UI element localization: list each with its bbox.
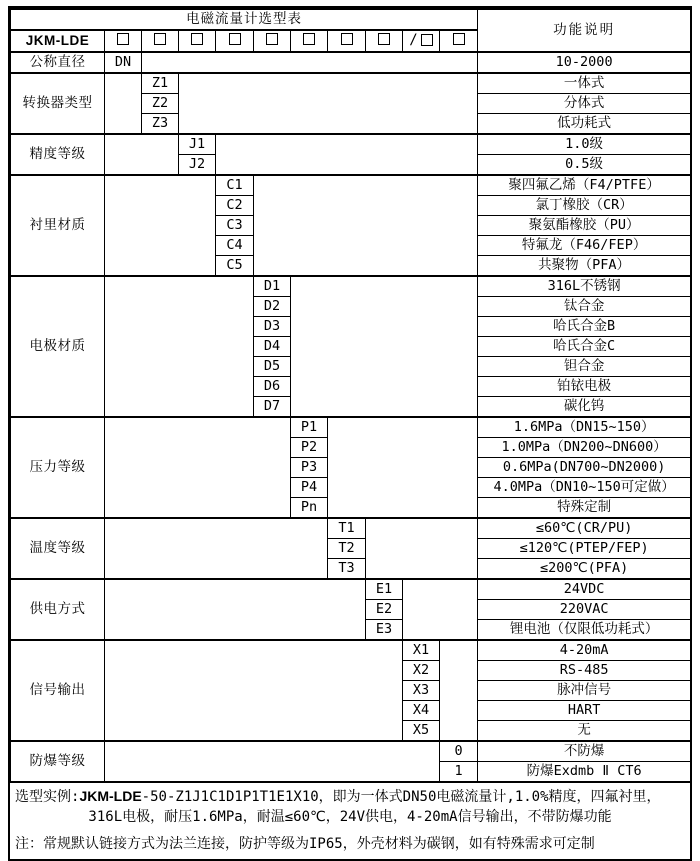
code-cell: P1 — [291, 417, 328, 438]
spacer-cell — [105, 579, 366, 640]
spacer-cell — [216, 134, 478, 175]
model-code-slot-4 — [216, 30, 254, 52]
category-label: 信号输出 — [11, 640, 105, 741]
code-cell: D7 — [254, 396, 291, 417]
code-cell: D6 — [254, 376, 291, 396]
example-prefix: 选型实例: — [15, 788, 80, 805]
code-cell: DN — [105, 52, 142, 73]
model-code-slot-7 — [328, 30, 366, 52]
footer — [10, 782, 690, 859]
description-cell: 防爆Exdmb Ⅱ CT6 — [478, 761, 691, 781]
code-cell: J2 — [179, 154, 216, 175]
spacer-cell — [291, 276, 478, 417]
spacer-cell — [105, 518, 328, 579]
selection-table — [10, 8, 691, 782]
checkbox-icon — [421, 34, 433, 46]
description-cell: 共聚物（PFA） — [478, 255, 691, 276]
category-label: 防爆等级 — [11, 741, 105, 782]
code-cell: D2 — [254, 296, 291, 316]
category-label: 温度等级 — [11, 518, 105, 579]
spacer-cell — [440, 640, 478, 741]
checkbox-icon — [154, 33, 166, 45]
model-code-slot-9 — [403, 30, 440, 52]
note-line: 注：常规默认链接方式为法兰连接，防护等级为IP65，外壳材料为碳钢，如有特殊需求可定制 — [15, 835, 595, 852]
model-code-slot-3 — [179, 30, 216, 52]
spacer-cell — [403, 579, 478, 640]
spacer-cell — [105, 73, 142, 134]
model-code-slot-5 — [254, 30, 291, 52]
description-cell: 分体式 — [478, 93, 691, 113]
description-cell: 24VDC — [478, 579, 691, 600]
code-cell: P2 — [291, 437, 328, 457]
spacer-cell — [328, 417, 478, 518]
checkbox-icon — [229, 33, 241, 45]
model-code-slot-1 — [105, 30, 142, 52]
description-cell: 脉冲信号 — [478, 680, 691, 700]
description-cell: 不防爆 — [478, 741, 691, 762]
code-cell: X3 — [403, 680, 440, 700]
code-cell: J1 — [179, 134, 216, 155]
checkbox-icon — [266, 33, 278, 45]
description-cell: 1.0MPa（DN200~DN600） — [478, 437, 691, 457]
description-cell: 锂电池（仅限低功耗式） — [478, 619, 691, 640]
description-cell: 钽合金 — [478, 356, 691, 376]
description-cell: ≤200℃(PFA) — [478, 558, 691, 579]
model-code-slot-6 — [291, 30, 328, 52]
spacer-cell — [105, 276, 254, 417]
description-cell: 4.0MPa（DN10~150可定做） — [478, 477, 691, 497]
description-cell: 铂铱电极 — [478, 376, 691, 396]
code-cell: X5 — [403, 720, 440, 741]
description-cell: 220VAC — [478, 599, 691, 619]
code-cell: D1 — [254, 276, 291, 297]
code-cell: X2 — [403, 660, 440, 680]
model-code-slot-2 — [142, 30, 179, 52]
checkbox-icon — [453, 33, 465, 45]
model-code-slot-10 — [440, 30, 478, 52]
code-cell: D4 — [254, 336, 291, 356]
code-cell: 0 — [440, 741, 478, 762]
code-cell: T2 — [328, 538, 366, 558]
description-cell: 0.6MPa(DN700~DN2000) — [478, 457, 691, 477]
slash-separator: / — [409, 32, 418, 48]
example-model: JKM-LDE — [79, 787, 142, 804]
description-cell: 10-2000 — [478, 52, 691, 73]
spacer-cell — [254, 175, 478, 276]
model-code-slot-8 — [366, 30, 403, 52]
example-rest: -50-Z1J1C1D1P1T1E1X10，即为一体式DN50电磁流量计,1.0%精度，四氟衬里， — [141, 788, 661, 805]
code-cell: C5 — [216, 255, 254, 276]
code-cell: E1 — [366, 579, 403, 600]
checkbox-icon — [378, 33, 390, 45]
category-label: 压力等级 — [11, 417, 105, 518]
spacer-cell — [105, 417, 291, 518]
category-label: 供电方式 — [11, 579, 105, 640]
example-line-1 — [15, 786, 685, 807]
spec-sheet — [8, 6, 692, 861]
checkbox-icon — [303, 33, 315, 45]
table-title: 电磁流量计选型表 — [11, 9, 478, 30]
checkbox-icon — [191, 33, 203, 45]
category-label: 转换器类型 — [11, 73, 105, 134]
model-prefix: JKM-LDE — [11, 30, 105, 52]
code-cell: C4 — [216, 235, 254, 255]
description-cell: 1.6MPa（DN15~150） — [478, 417, 691, 438]
spacer-cell — [179, 73, 478, 134]
code-cell: Z3 — [142, 113, 179, 134]
description-cell: ≤120℃(PTEP/FEP) — [478, 538, 691, 558]
description-cell: 4-20mA — [478, 640, 691, 661]
description-cell: 1.0级 — [478, 134, 691, 155]
code-cell: D5 — [254, 356, 291, 376]
spacer-cell — [105, 741, 440, 782]
description-cell: 低功耗式 — [478, 113, 691, 134]
description-cell: 钛合金 — [478, 296, 691, 316]
description-cell: 一体式 — [478, 73, 691, 94]
example-line-2: 316L电极，耐压1.6MPa，耐温≤60℃，24V供电，4-20mA信号输出，不带防爆功能 — [88, 808, 612, 825]
code-cell: C3 — [216, 215, 254, 235]
code-cell: C1 — [216, 175, 254, 196]
description-cell: 哈氏合金B — [478, 316, 691, 336]
description-cell: 聚四氟乙烯（F4/PTFE） — [478, 175, 691, 196]
checkbox-icon — [341, 33, 353, 45]
category-label: 衬里材质 — [11, 175, 105, 276]
category-label: 电极材质 — [11, 276, 105, 417]
code-cell: Z2 — [142, 93, 179, 113]
description-cell: 无 — [478, 720, 691, 741]
description-cell: 特殊定制 — [478, 497, 691, 518]
code-cell: Pn — [291, 497, 328, 518]
description-cell: 316L不锈钢 — [478, 276, 691, 297]
description-cell: 氯丁橡胶（CR） — [478, 195, 691, 215]
description-cell: ≤60℃(CR/PU) — [478, 518, 691, 539]
function-column-header: 功能说明 — [478, 9, 691, 52]
description-cell: 0.5级 — [478, 154, 691, 175]
code-cell: E2 — [366, 599, 403, 619]
code-cell: Z1 — [142, 73, 179, 94]
code-cell: D3 — [254, 316, 291, 336]
code-cell: T1 — [328, 518, 366, 539]
category-label: 公称直径 — [11, 52, 105, 73]
category-label: 精度等级 — [11, 134, 105, 175]
spacer-cell — [105, 640, 403, 741]
description-cell: 碳化钨 — [478, 396, 691, 417]
description-cell: 哈氏合金C — [478, 336, 691, 356]
spacer-cell — [142, 52, 478, 73]
description-cell: 聚氨酯橡胶（PU） — [478, 215, 691, 235]
code-cell: X1 — [403, 640, 440, 661]
checkbox-icon — [117, 33, 129, 45]
code-cell: E3 — [366, 619, 403, 640]
code-cell: 1 — [440, 761, 478, 781]
spacer-cell — [366, 518, 478, 579]
code-cell: C2 — [216, 195, 254, 215]
code-cell: X4 — [403, 700, 440, 720]
spacer-cell — [105, 175, 216, 276]
spacer-cell — [105, 134, 179, 175]
description-cell: HART — [478, 700, 691, 720]
description-cell: RS-485 — [478, 660, 691, 680]
description-cell: 特氟龙（F46/FEP） — [478, 235, 691, 255]
code-cell: P3 — [291, 457, 328, 477]
code-cell: T3 — [328, 558, 366, 579]
code-cell: P4 — [291, 477, 328, 497]
